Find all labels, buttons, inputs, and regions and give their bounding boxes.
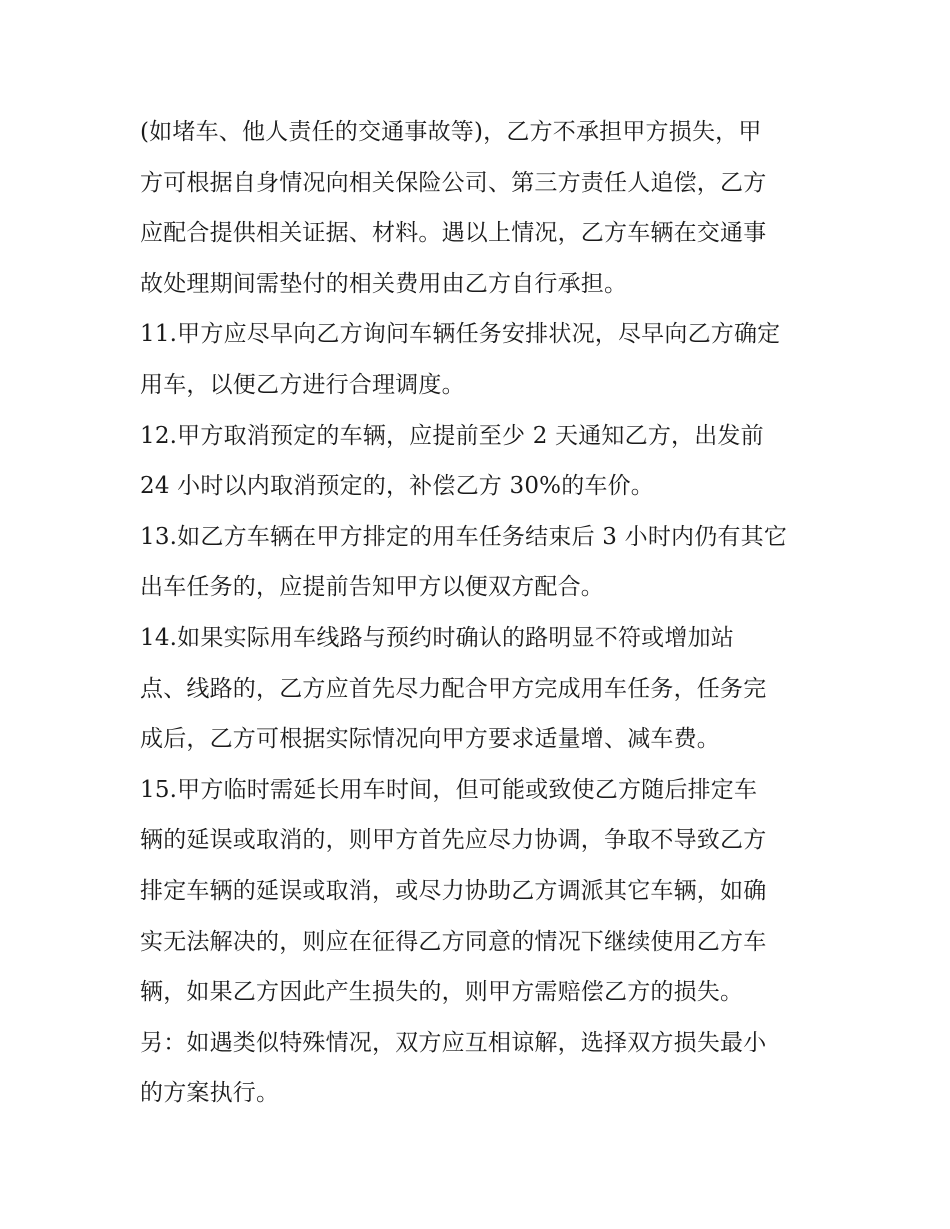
clause-14-line: 14.如果实际用车线路与预约时确认的路明显不符或增加站 (140, 624, 734, 651)
clause-11-line: 11.甲方应尽早向乙方询问车辆任务安排状况，尽早向乙方确定 (140, 321, 781, 348)
document-body (140, 107, 812, 1119)
text-line: 实无法解决的，则应在征得乙方同意的情况下继续使用乙方车 (140, 928, 767, 955)
clause-13-line: 13.如乙方车辆在甲方排定的用车任务结束后 3 小时内仍有其它 (140, 523, 788, 550)
text-line: 的方案执行。 (140, 1080, 280, 1107)
text-line: 出车任务的，应提前告知甲方以便双方配合。 (140, 574, 604, 601)
text-line: 24 小时以内取消预定的，补偿乙方 30%的车价。 (140, 473, 655, 500)
text-line: 故处理期间需垫付的相关费用由乙方自行承担。 (140, 270, 628, 297)
text-line: (如堵车、他人责任的交通事故等)，乙方不承担甲方损失，甲 (140, 119, 762, 145)
text-line: 点、线路的，乙方应首先尽力配合甲方完成用车任务，任务完 (140, 675, 767, 702)
text-line: 辆，如果乙方因此产生损失的，则甲方需赔偿乙方的损失。 (140, 979, 744, 1006)
text-line: 用车，以便乙方进行合理调度。 (140, 371, 465, 398)
clause-15-line: 15.甲方临时需延长用车时间，但可能或致使乙方随后排定车 (140, 776, 758, 803)
text-line: 排定车辆的延误或取消，或尽力协助乙方调派其它车辆，如确 (140, 877, 767, 904)
text-line: 方可根据自身情况向相关保险公司、第三方责任人追偿，乙方 (140, 169, 767, 196)
clause-12-line: 12.甲方取消预定的车辆，应提前至少 2 天通知乙方，出发前 (140, 422, 764, 449)
text-line: 应配合提供相关证据、材料。遇以上情况，乙方车辆在交通事 (140, 220, 767, 247)
text-line: 成后，乙方可根据实际情况向甲方要求适量增、减车费。 (140, 726, 720, 753)
note-line: 另：如遇类似特殊情况，双方应互相谅解，选择双方损失最小 (140, 1029, 767, 1056)
text-line: 辆的延误或取消的，则甲方首先应尽力协调，争取不导致乙方 (140, 827, 767, 854)
